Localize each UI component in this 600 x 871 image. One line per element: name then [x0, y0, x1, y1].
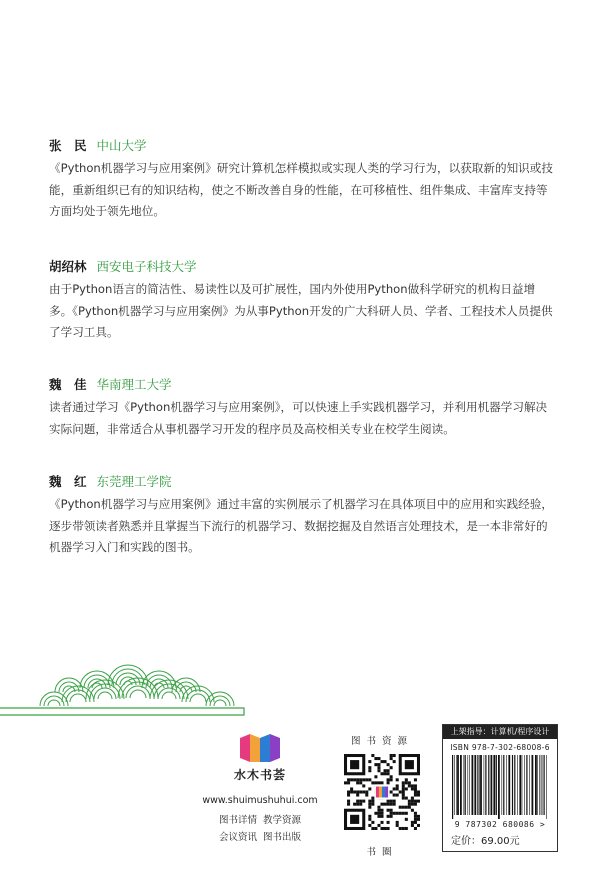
link-conference-news[interactable]: 会议资讯: [218, 832, 257, 843]
review-1: [49, 137, 554, 223]
review-text: 《Python机器学习与应用案例》通过丰富的实例展示了机器学习在具体项目中的应用和实践经验，逐步带领读者熟悉并且掌握当下流行的机器学习、数据挖掘及自然语言处理技术，是一本非常好的机器学习入门和实践的图书。: [49, 497, 553, 554]
publisher-links: [200, 812, 320, 846]
shelving-category: 上架指导：计算机/程序设计: [443, 725, 557, 739]
reviewer-school: 东莞理工学院: [96, 474, 172, 489]
review-header: [49, 137, 554, 155]
review-header: [49, 258, 554, 276]
isbn-number: ISBN 978-7-302-68008-6: [450, 743, 550, 752]
publisher-block: [200, 733, 320, 846]
barcode-icon: [450, 755, 550, 819]
reviewer-school: 中山大学: [96, 138, 147, 153]
reviewer-school: 西安电子科技大学: [96, 259, 197, 274]
isbn-box: [442, 724, 558, 852]
qr-code-icon[interactable]: [344, 754, 420, 830]
review-text: 读者通过学习《Python机器学习与应用案例》，可以快速上手实践机器学习，并利用机器学习解决实际问题，非常适合从事机器学习开发的程序员及高校相关专业在校学生阅读。: [49, 400, 548, 436]
review-2: [49, 258, 554, 344]
publisher-url[interactable]: www.shuimushuhui.com: [202, 795, 318, 806]
reviewer-name: 张 民: [49, 138, 87, 153]
qr-block: [342, 733, 422, 858]
qr-footer: 书圈: [366, 847, 398, 858]
review-header: [49, 473, 554, 491]
review-header: [49, 376, 554, 394]
publisher-logo-icon: [238, 733, 282, 763]
review-4: [49, 473, 554, 559]
review-text: 《Python机器学习与应用案例》研究计算机怎样模拟或实现人类的学习行为，以获取新的知识或技能，重新组织已有的知识结构，使之不断改善自身的性能，在可移植性、组件集成、丰富库支持等方面均处于领先地位。: [49, 161, 553, 218]
review-3: [49, 376, 554, 440]
barcode-digits: 9 787302 680086 >: [454, 820, 546, 829]
link-teaching-resources[interactable]: 教学资源: [263, 815, 302, 826]
qr-title: 图书资源: [350, 736, 413, 747]
link-book-publishing[interactable]: 图书出版: [263, 832, 302, 843]
reviewer-school: 华南理工大学: [96, 377, 172, 392]
review-text: 由于Python语言的简洁性、易读性以及可扩展性，国内外使用Python做科学研究的机构日益增多。《Python机器学习与应用案例》为从事Python开发的广大科研人员、学者、工程技术人员提供了学习工具。: [49, 282, 553, 339]
wave-ornament-icon: [0, 658, 260, 720]
link-book-details[interactable]: 图书详情: [218, 815, 257, 826]
price: 定价：69.00元: [451, 836, 520, 847]
reviewer-name: 胡绍林: [49, 259, 87, 274]
reviewer-name: 魏 佳: [49, 377, 87, 392]
reviewer-name: 魏 红: [49, 474, 87, 489]
publisher-name: 水木书荟: [233, 768, 286, 782]
